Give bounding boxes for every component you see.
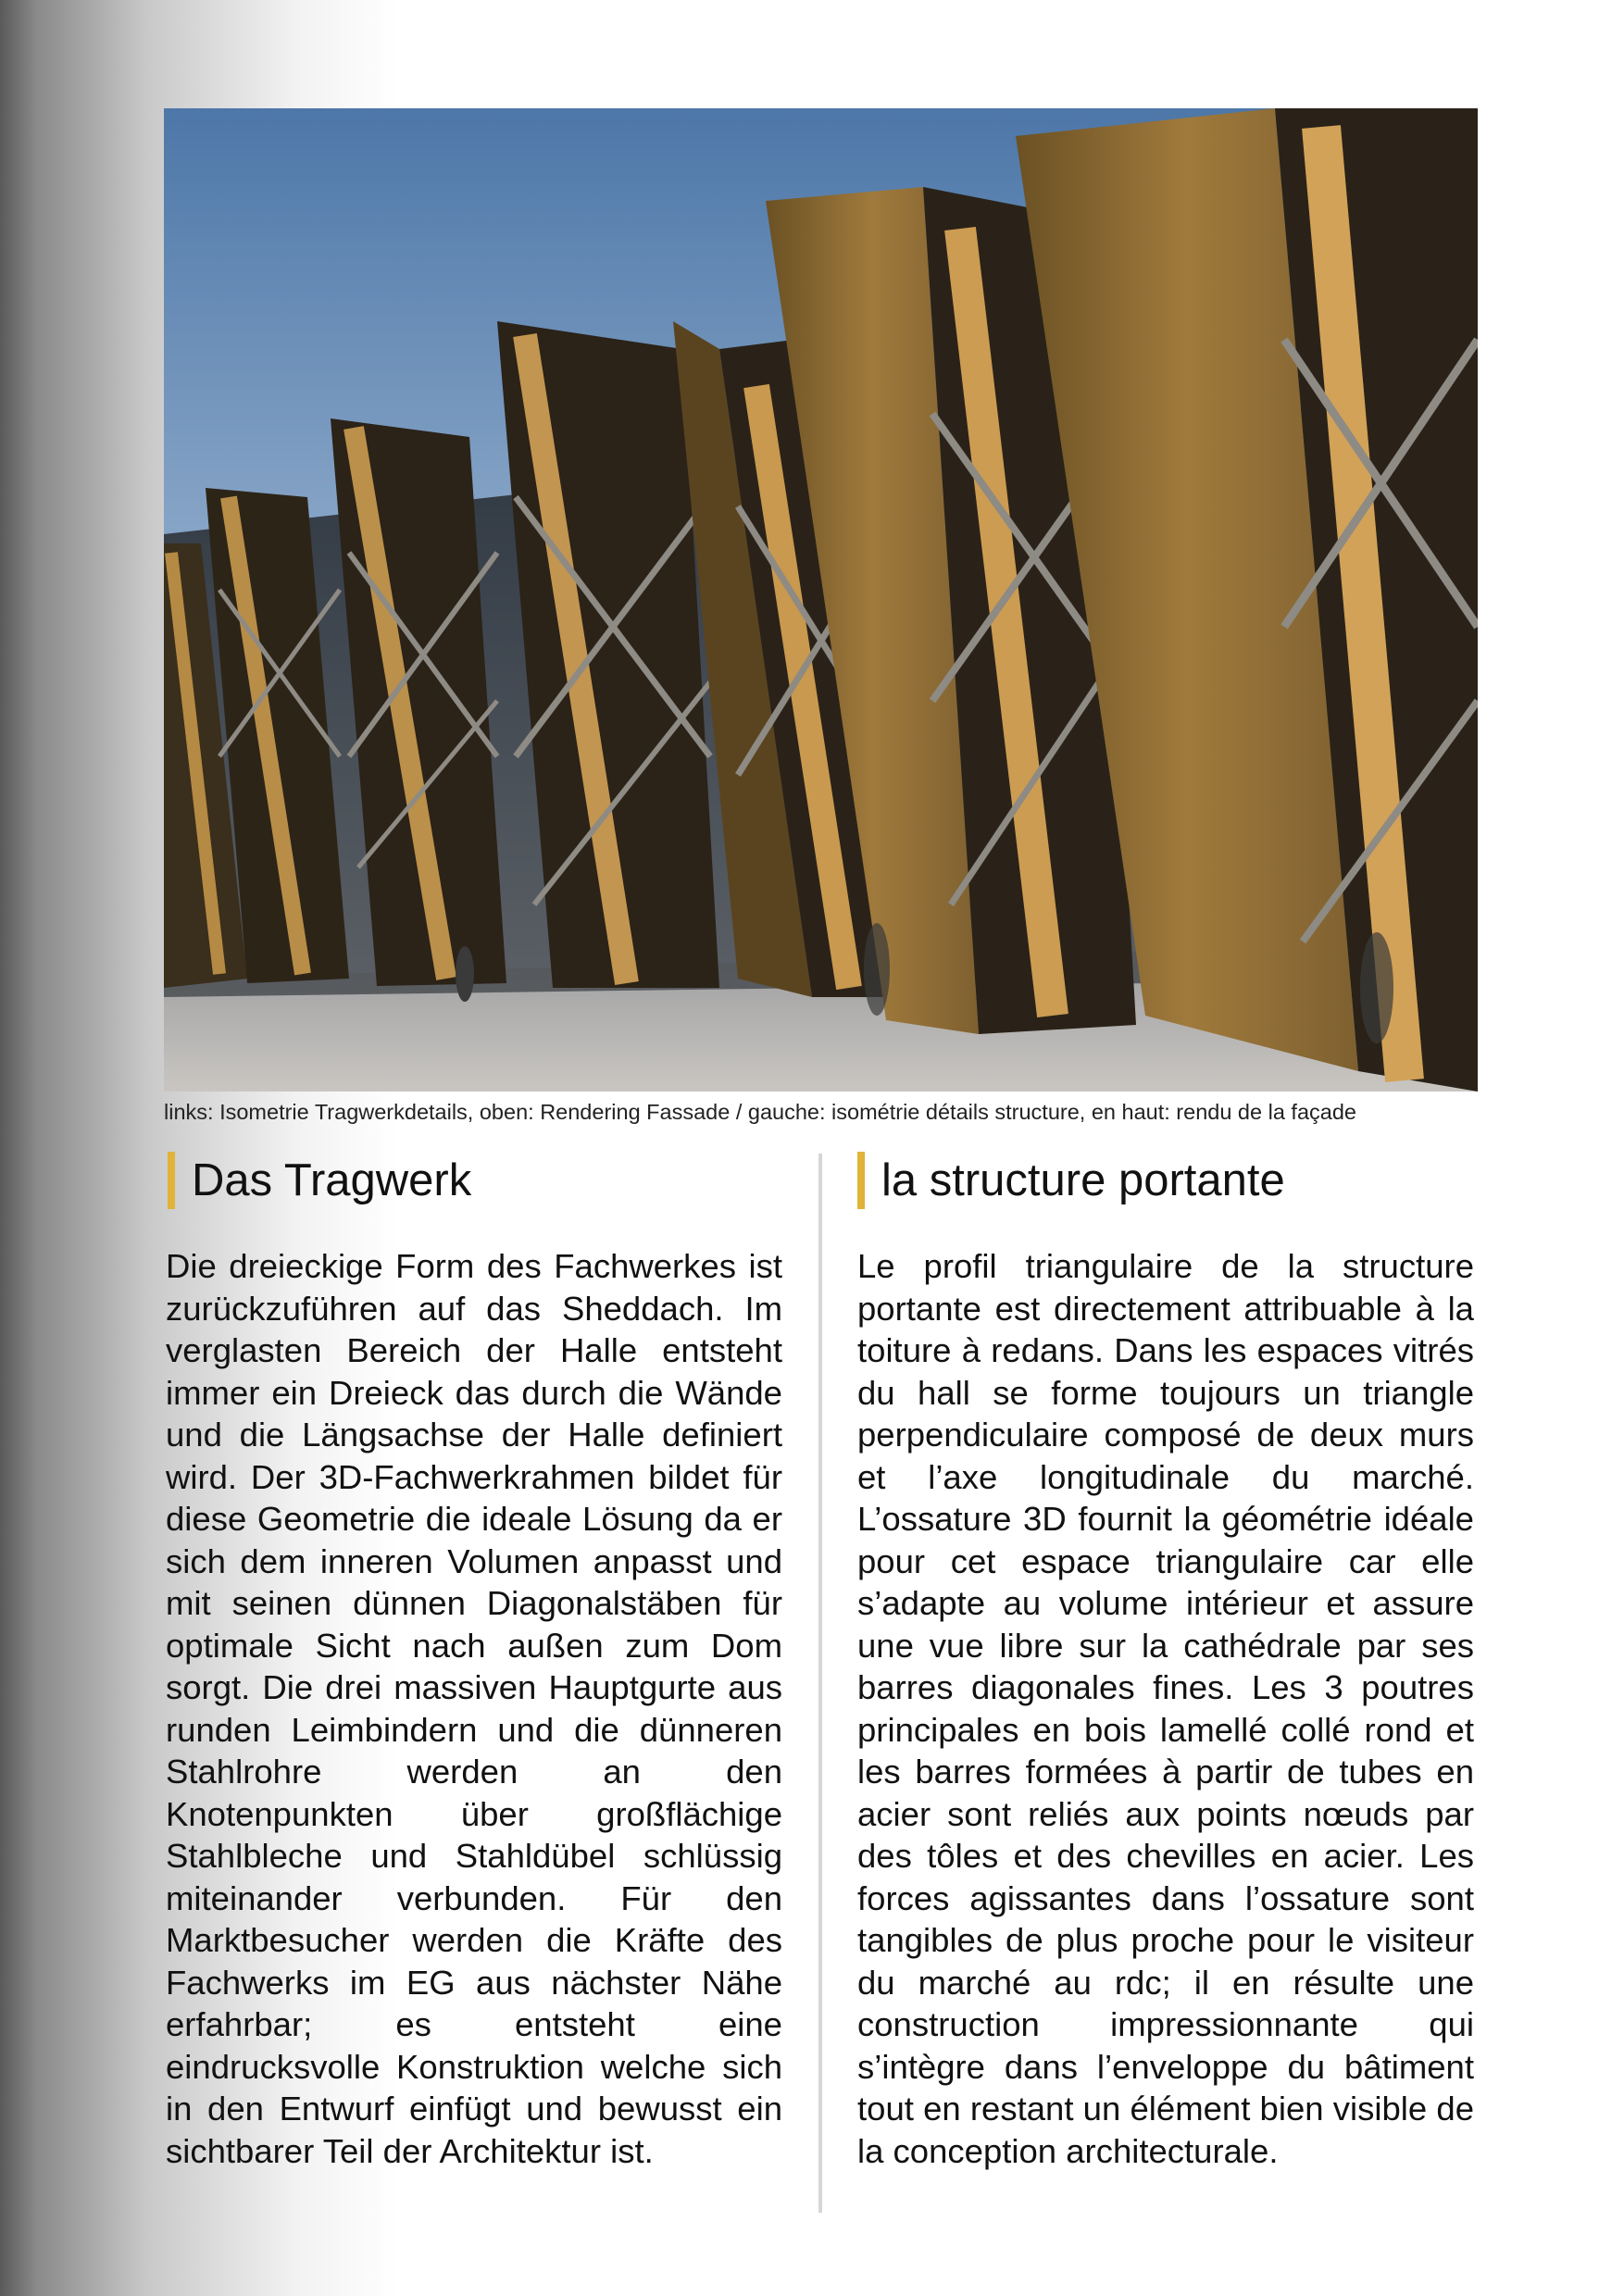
facade-rendering-svg — [164, 108, 1478, 1092]
person-silhouette — [456, 946, 474, 1002]
french-body-text: Le profil triangulaire de la structure portante est directement attribuable à la toiture à redans. Dans les espaces vitrés du hall se forme toujours un triangle perpendiculaire composé de deux murs et l’axe longitudinale du marché. L’ossature 3D fournit la géométrie idéale pour cet espace triangulaire car elle s’adapte au volume intérieur et assure une vue libre sur la cathédrale par ses barres diagonales fines. Les 3 poutres principales en bois lamellé collé rond et les barres formées à partir de tubes en acier sont reliés aux points nœuds par des tôles et des chevilles en acier. Les forces agissantes dans l’ossature sont tangibles de plus proche pour le visiteur du marché au rdc; il en résulte une construction impressionnante qui s’intègre dans l’enveloppe du bâtiment tout en restant un élément bien visible de la conception architecturale. — [857, 1247, 1474, 2170]
person-silhouette — [864, 923, 890, 1016]
french-heading: la structure portante — [857, 1152, 1285, 1209]
german-body-text: Die dreieckige Form des Fachwerkes ist zurückzuführen auf das Sheddach. Im verglasten Bereich der Halle entsteht immer ein Dreieck das durch die Wände und die Längsachse der Halle definiert wird. Der 3D-Fachwerkrahmen bildet für diese Geometrie die ideale Lösung da er sich dem inneren Volumen anpasst und mit seinen dünnen Diagonalstäben für optimale Sicht nach außen zum Dom sorgt. Die drei massiven Hauptgurte aus runden Leimbindern und die dünneren Stahlrohre werden an den Knotenpunkten über großflächige Stahlbleche und Stahldübel schlüssig miteinander verbunden. Für den Marktbesucher werden die Kräfte des Fachwerks im EG aus nächster Nähe erfahrbar; es entsteht eine eindrucksvolle Konstruktion welche sich in den Entwurf einfügt und bewusst ein sichtbarer Teil der Architektur ist. — [166, 1247, 782, 2170]
image-caption: links: Isometrie Tragwerkdetails, oben: Rendering Fassade / gauche: isométrie détails structure, en haut: rendu de la façade — [164, 1100, 1356, 1124]
facade-rendering-image — [164, 108, 1478, 1092]
column-divider — [818, 1154, 822, 2213]
person-silhouette — [1360, 932, 1393, 1043]
german-heading: Das Tragwerk — [168, 1152, 471, 1209]
